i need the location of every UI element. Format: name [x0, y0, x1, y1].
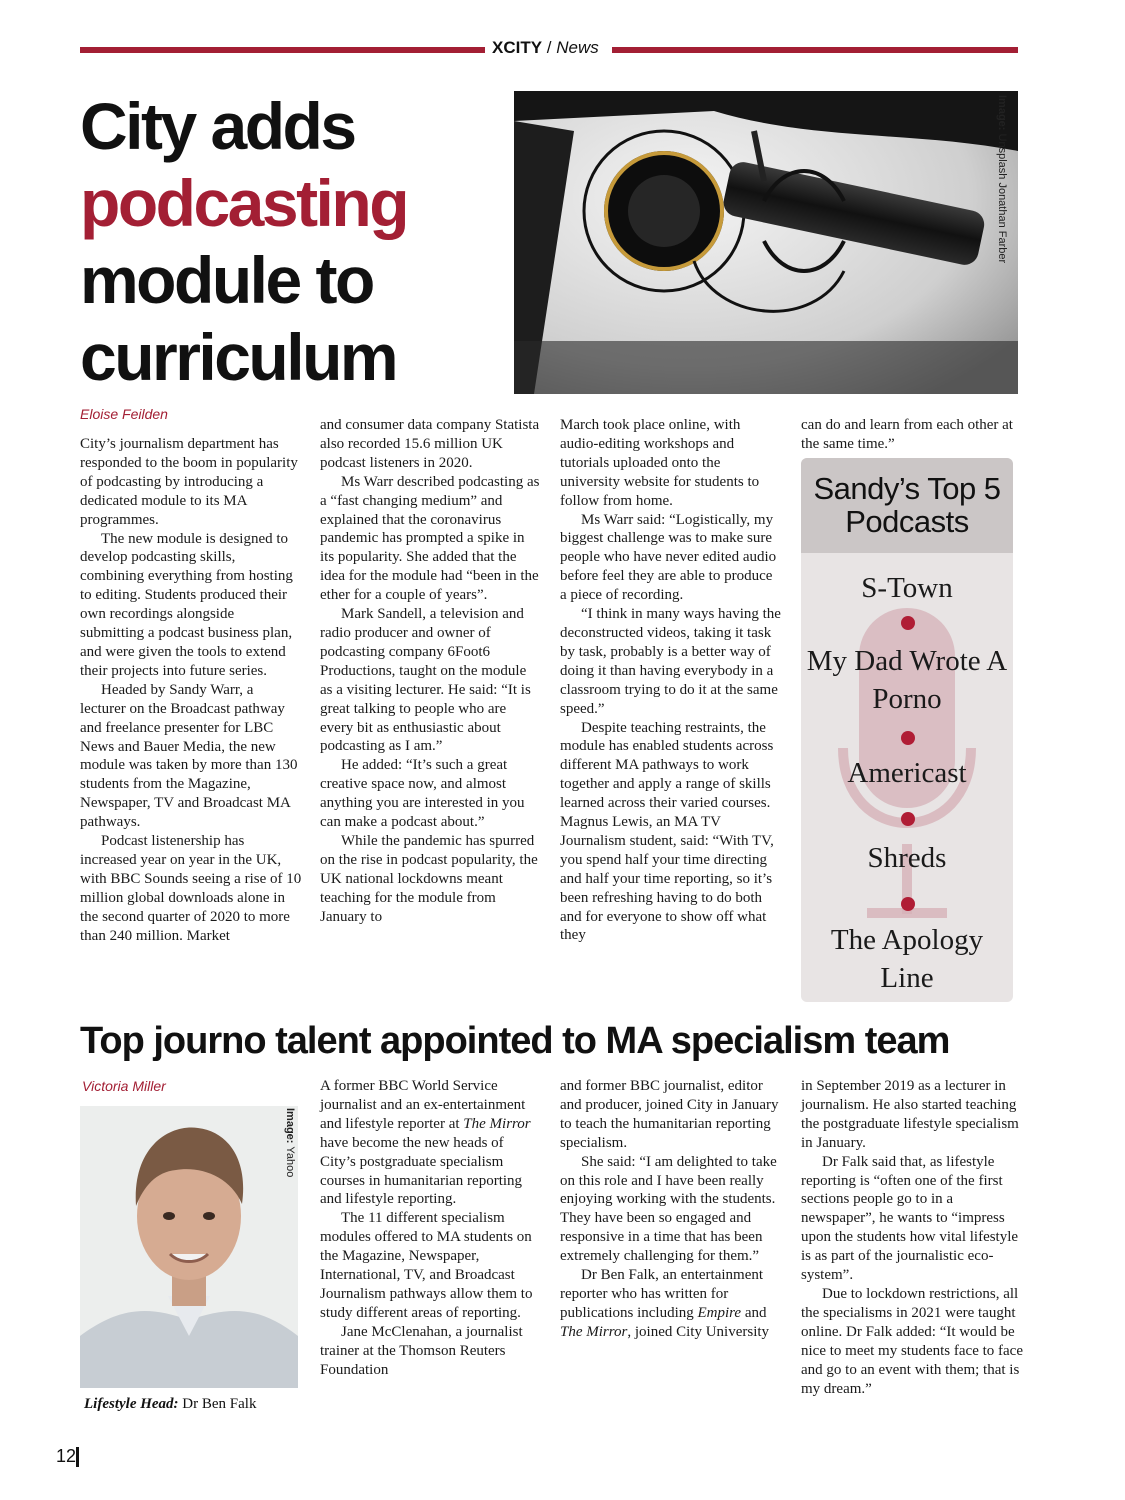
podcast-item: The Apology Line: [830, 924, 984, 994]
paragraph: Despite teaching restraints, the module has enabled students across different MA pathways to work together and apply a range of skills learned across their varied courses. Magnus Lewis, an MA TV Journalism student, said: “With TV, you spend half your time directing and half your time reporting, so it’s been refreshing having to do both and for everyone to show off what they: [560, 719, 774, 944]
microphone-photo: [514, 91, 1018, 394]
page-number-bar: [76, 1447, 79, 1467]
bullet-dot: [901, 616, 915, 630]
bullet-dot: [901, 731, 915, 745]
paragraph: Headed by Sandy Warr, a lecturer on the Broadcast pathway and freelance presenter for LBC News and Bauer Media, the new module was taken by more than 130 students from the Magazine, Newspaper, TV and Broadcast MA pathways.: [80, 681, 298, 831]
second-article-column-3: [560, 1077, 782, 1342]
second-article-column-2: [320, 1077, 542, 1380]
podcast-item: My Dad Wrote A Porno: [806, 645, 1008, 715]
podcast-item: S-Town: [861, 572, 953, 604]
paragraph: He added: “It’s such a great creative space now, and almost anything you are interested in you can make a podcast about.”: [320, 757, 525, 831]
paragraph: in September 2019 as a lecturer in journalism. He also started teaching the postgraduate lifestyle specialism in January.: [801, 1078, 1019, 1151]
bullet-dot: [901, 897, 915, 911]
article-headline: City adds podcasting module to curriculum: [80, 89, 408, 394]
paragraph: can do and learn from each other at the same time.”: [801, 417, 1013, 452]
paragraph: The 11 different specialism modules offered to MA students on the Magazine, Newspaper, International, TV, and Broadcast Journalism pathways allow them to study different areas of reporting.: [320, 1210, 533, 1321]
paragraph: Due to lockdown restrictions, all the specialisms in 2021 were taught online. Dr Falk added: “It would be nice to meet my students face to face and go to an event with them; that is my dream.”: [801, 1285, 1023, 1397]
page-number: 12: [56, 1446, 77, 1466]
microphone-illustration: [514, 91, 1018, 394]
paragraph: Dr Ben Falk, an entertainment reporter who has written for publications including Empire and The Mirror, joined City University: [560, 1267, 770, 1340]
paragraph: While the pandemic has spurred on the rise in podcast popularity, the UK national lockdowns meant teaching for the module from January to: [320, 832, 538, 925]
podcast-item: Shreds: [867, 842, 947, 874]
paragraph: March took place online, with audio-editing workshops and tutorials uploaded onto the university website for students to follow from home.: [560, 417, 760, 509]
photo-caption: Lifestyle Head: Dr Ben Falk: [84, 1396, 257, 1412]
photo-credit: Image: Unsplash Jonathan Farber: [996, 95, 1008, 264]
article-column-1: [80, 435, 302, 945]
paragraph: The new module is designed to develop podcasting skills, combining everything from hosting to editing. Students produced their own recordings alongside submitting a podcast business plan, and were given the tools to extend their projects into future series.: [80, 530, 293, 679]
section-label: XCITY / News: [492, 38, 599, 57]
article-byline: Eloise Feilden: [80, 406, 168, 422]
article-column-3: [560, 416, 782, 945]
header-rule-right: [612, 47, 1018, 53]
paragraph: Dr Falk said that, as lifestyle reporting is “often one of the first sections people go to in a newspaper”, he wants to “impress upon the students how vital lifestyle is as part of the journalistic eco-system”.: [801, 1153, 1019, 1284]
portrait-photo: [80, 1106, 298, 1388]
paragraph: Ms Warr described podcasting as a “fast changing medium” and explained that the coronavirus pandemic has prompted a spike in its popularity. She added that the idea for the module had “been in the ether for a couple of years”.: [320, 473, 540, 604]
header-rule-left: [80, 47, 485, 53]
paragraph: Mark Sandell, a television and radio producer and owner of podcasting company 6Foot6 Productions, taught on the module as a visiting lecturer. He said: “It is great talking to people who are every bit as enthusiastic about podcasting as I am.”: [320, 606, 531, 755]
second-article-column-4: [801, 1077, 1023, 1398]
article-column-2: [320, 416, 542, 926]
article-column-4: [801, 416, 1013, 454]
top-podcasts-box: [801, 458, 1013, 1002]
paragraph: Ms Warr said: “Logistically, my biggest challenge was to make sure people who have never edited audio before feel they are able to produce a piece of recording.: [560, 511, 777, 604]
bullet-dot: [901, 812, 915, 826]
podcast-item: Americast: [847, 757, 967, 789]
paragraph: City’s journalism department has responded to the boom in popularity of podcasting by introducing a dedicated module to its MA programmes.: [80, 436, 298, 528]
paragraph: A former BBC World Service journalist and an ex-entertainment and lifestyle reporter at The Mirror have become the new heads of City’s postgraduate specialism courses in humanitarian reporting and lifestyle reporting.: [320, 1078, 531, 1208]
second-article-byline: Victoria Miller: [82, 1078, 166, 1094]
box-title: Sandy’s Top 5 Podcasts: [813, 471, 1001, 539]
paragraph: and former BBC journalist, editor and producer, joined City in January to teach the humanitarian reporting specialism.: [560, 1078, 779, 1151]
paragraph: Podcast listenership has increased year on year in the UK, with BBC Sounds seeing a rise of 10 million global downloads alone in the second quarter of 2020 to more than 240 million. Market: [80, 833, 302, 944]
paragraph: “I think in many ways having the deconstructed videos, taking it task by task, probably is a better way of doing it than having everybody in a classroom trying to do it at the same speed.”: [560, 606, 781, 717]
paragraph: Jane McClenahan, a journalist trainer at the Thomson Reuters Foundation: [320, 1323, 523, 1378]
paragraph: She said: “I am delighted to take on this role and I have been really enjoying working with the students. They have been so engaged and responsive in a time that has been extremely challenging for them.”: [560, 1153, 777, 1265]
second-article-headline: Top journo talent appointed to MA specialism team: [80, 1020, 950, 1062]
paragraph: and consumer data company Statista also recorded 15.6 million UK podcast listeners in 2020.: [320, 417, 540, 471]
portrait-illustration: [80, 1106, 298, 1388]
